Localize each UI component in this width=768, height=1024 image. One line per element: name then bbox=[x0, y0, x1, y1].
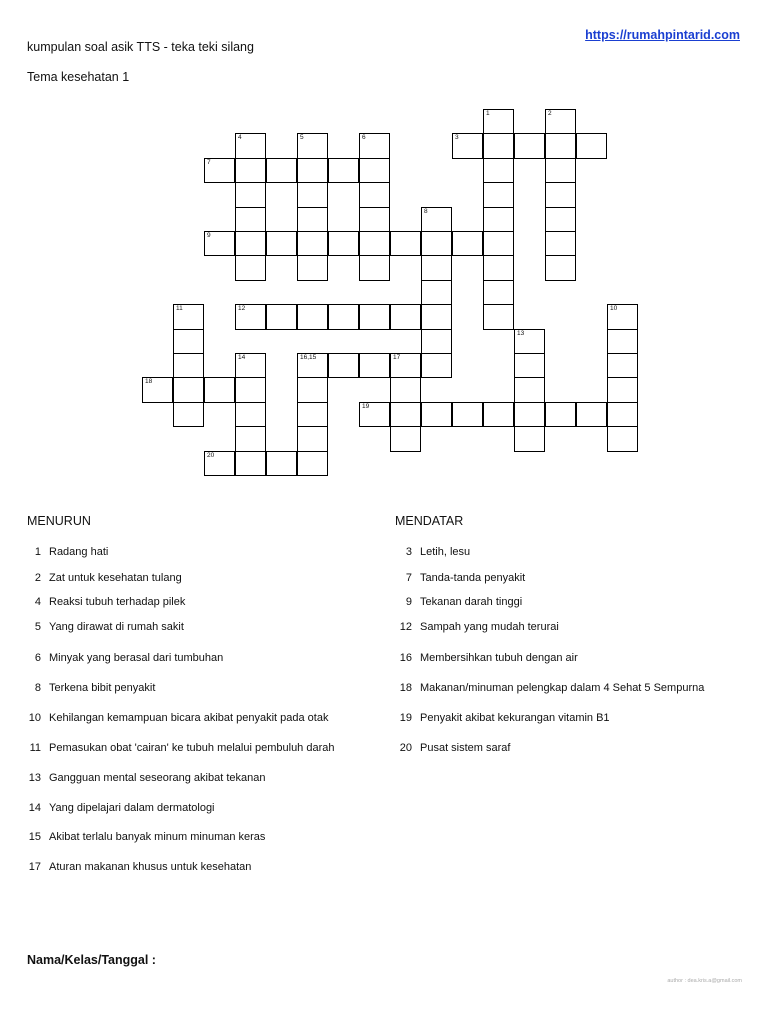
clue-item bbox=[25, 861, 385, 875]
cell-number: 4 bbox=[238, 134, 242, 142]
crossword-cell[interactable] bbox=[235, 426, 266, 451]
crossword-cell[interactable] bbox=[297, 207, 328, 232]
name-class-date-label: Nama/Kelas/Tanggal : bbox=[27, 953, 156, 967]
crossword-cell[interactable] bbox=[297, 426, 328, 451]
clue-text: Aturan makanan khusus untuk kesehatan bbox=[49, 861, 252, 873]
clue-number: 20 bbox=[399, 742, 412, 754]
crossword-cell[interactable] bbox=[421, 304, 452, 329]
crossword-cell[interactable] bbox=[390, 231, 421, 256]
clue-number: 15 bbox=[28, 831, 41, 843]
clue-number: 2 bbox=[34, 572, 41, 584]
clue-text: Zat untuk kesehatan tulang bbox=[49, 572, 182, 584]
crossword-cell[interactable] bbox=[297, 133, 328, 158]
crossword-cell[interactable] bbox=[173, 377, 204, 402]
crossword-cell[interactable] bbox=[235, 353, 266, 378]
website-link[interactable]: https://rumahpintarid.com bbox=[585, 28, 740, 42]
crossword-cell[interactable] bbox=[204, 158, 235, 183]
clue-item bbox=[25, 712, 385, 726]
crossword-cell[interactable] bbox=[359, 231, 390, 256]
clue-number: 9 bbox=[405, 596, 412, 608]
clue-item bbox=[396, 596, 756, 610]
cell-number: 13 bbox=[517, 329, 525, 337]
crossword-cell[interactable] bbox=[607, 426, 638, 451]
crossword-cell[interactable] bbox=[359, 158, 390, 183]
crossword-cell[interactable] bbox=[545, 182, 576, 207]
crossword-cell[interactable] bbox=[297, 353, 328, 378]
crossword-cell[interactable] bbox=[359, 182, 390, 207]
cell-number: 5 bbox=[300, 134, 304, 142]
cell-number: 10 bbox=[610, 305, 618, 313]
clue-number: 11 bbox=[29, 742, 41, 754]
crossword-cell[interactable] bbox=[514, 377, 545, 402]
crossword-cell[interactable] bbox=[297, 182, 328, 207]
cell-number: 3 bbox=[455, 134, 459, 142]
crossword-cell[interactable] bbox=[390, 304, 421, 329]
cell-number: 7 bbox=[207, 158, 211, 166]
crossword-cell[interactable] bbox=[328, 158, 359, 183]
clue-item bbox=[25, 802, 385, 816]
cell-number: 18 bbox=[145, 378, 153, 386]
crossword-cell[interactable] bbox=[607, 402, 638, 427]
crossword-cell[interactable] bbox=[514, 426, 545, 451]
crossword-cell[interactable] bbox=[235, 133, 266, 158]
theme-label: Tema kesehatan 1 bbox=[27, 70, 130, 84]
crossword-cell[interactable] bbox=[607, 329, 638, 354]
crossword-cell[interactable] bbox=[514, 402, 545, 427]
crossword-cell[interactable] bbox=[173, 402, 204, 427]
clue-text: Gangguan mental seseorang akibat tekanan bbox=[49, 772, 266, 784]
crossword-cell[interactable] bbox=[359, 255, 390, 280]
crossword-cell[interactable] bbox=[514, 133, 545, 158]
clue-text: Tekanan darah tinggi bbox=[420, 596, 523, 608]
crossword-cell[interactable] bbox=[297, 231, 328, 256]
crossword-cell[interactable] bbox=[235, 207, 266, 232]
crossword-cell[interactable] bbox=[235, 182, 266, 207]
crossword-cell[interactable] bbox=[297, 255, 328, 280]
clue-item bbox=[25, 742, 385, 756]
crossword-cell[interactable] bbox=[421, 353, 452, 378]
cell-number: 9 bbox=[207, 232, 211, 239]
crossword-cell[interactable] bbox=[483, 280, 514, 305]
clue-text: Membersihkan tubuh dengan air bbox=[420, 652, 578, 664]
clue-number: 1 bbox=[34, 546, 41, 558]
clue-item bbox=[396, 682, 756, 696]
crossword-cell[interactable] bbox=[483, 158, 514, 183]
author-credit: author : dea.kris.a@gmail.com bbox=[667, 978, 742, 984]
crossword-cell[interactable] bbox=[390, 377, 421, 402]
crossword-cell[interactable] bbox=[483, 207, 514, 232]
crossword-cell[interactable] bbox=[359, 353, 390, 378]
cell-number: 20 bbox=[207, 451, 215, 459]
crossword-cell[interactable] bbox=[235, 451, 266, 476]
clue-text: Pemasukan obat 'cairan' ke tubuh melalui pembuluh darah bbox=[49, 742, 335, 754]
cell-number: 11 bbox=[176, 305, 183, 313]
crossword-cell[interactable] bbox=[421, 280, 452, 305]
cell-number: 6 bbox=[362, 134, 366, 142]
clue-item bbox=[396, 652, 756, 666]
crossword-cell[interactable] bbox=[235, 377, 266, 402]
crossword-cell[interactable] bbox=[204, 451, 235, 476]
clue-text: Kehilangan kemampuan bicara akibat penyakit pada otak bbox=[49, 712, 329, 724]
crossword-cell[interactable] bbox=[173, 304, 204, 329]
crossword-cell[interactable] bbox=[545, 109, 576, 134]
clue-item bbox=[25, 621, 385, 635]
crossword-cell[interactable] bbox=[235, 158, 266, 183]
crossword-cell[interactable] bbox=[545, 133, 576, 158]
crossword-cell[interactable] bbox=[235, 402, 266, 427]
clue-number: 16 bbox=[399, 652, 412, 664]
clue-number: 19 bbox=[399, 712, 412, 724]
cell-number: 12 bbox=[238, 305, 246, 313]
crossword-grid bbox=[0, 0, 768, 500]
crossword-cell[interactable] bbox=[421, 402, 452, 427]
crossword-cell[interactable] bbox=[576, 133, 607, 158]
clue-text: Tanda-tanda penyakit bbox=[420, 572, 526, 584]
clue-number: 12 bbox=[399, 621, 412, 633]
clue-text: Penyakit akibat kekurangan vitamin B1 bbox=[420, 712, 610, 724]
clue-text: Yang dirawat di rumah sakit bbox=[49, 621, 184, 633]
crossword-cell[interactable] bbox=[235, 255, 266, 280]
crossword-cell[interactable] bbox=[483, 231, 514, 256]
crossword-cell[interactable] bbox=[297, 451, 328, 476]
crossword-cell[interactable] bbox=[173, 329, 204, 354]
crossword-cell[interactable] bbox=[452, 231, 483, 256]
crossword-cell[interactable] bbox=[390, 402, 421, 427]
crossword-cell[interactable] bbox=[545, 158, 576, 183]
clue-text: Minyak yang berasal dari tumbuhan bbox=[49, 652, 224, 664]
clue-text: Makanan/minuman pelengkap dalam 4 Sehat 5 Sempurna bbox=[420, 682, 705, 694]
crossword-cell[interactable] bbox=[297, 304, 328, 329]
crossword-cell[interactable] bbox=[297, 402, 328, 427]
crossword-cell[interactable] bbox=[576, 402, 607, 427]
clue-number: 13 bbox=[28, 772, 41, 784]
clue-text: Yang dipelajari dalam dermatologi bbox=[49, 802, 215, 814]
crossword-cell[interactable] bbox=[545, 207, 576, 232]
cell-number: 1 bbox=[486, 110, 490, 117]
cell-number: 2 bbox=[548, 110, 552, 117]
cell-number: 16,15 bbox=[300, 354, 317, 361]
crossword-cell[interactable] bbox=[142, 377, 173, 402]
clue-number: 10 bbox=[28, 712, 41, 724]
crossword-cell[interactable] bbox=[483, 182, 514, 207]
crossword-cell[interactable] bbox=[483, 255, 514, 280]
crossword-cell[interactable] bbox=[266, 304, 297, 329]
crossword-cell[interactable] bbox=[545, 402, 576, 427]
crossword-cell[interactable] bbox=[483, 402, 514, 427]
crossword-cell[interactable] bbox=[390, 353, 421, 378]
mendatar-heading: MENDATAR bbox=[395, 514, 464, 528]
clue-item bbox=[396, 742, 756, 756]
clue-number: 7 bbox=[405, 572, 412, 584]
crossword-cell[interactable] bbox=[297, 377, 328, 402]
cell-number: 14 bbox=[238, 354, 246, 361]
crossword-cell[interactable] bbox=[390, 426, 421, 451]
crossword-cell[interactable] bbox=[483, 109, 514, 134]
crossword-cell[interactable] bbox=[607, 304, 638, 329]
crossword-cell[interactable] bbox=[266, 231, 297, 256]
cell-number: 17 bbox=[393, 354, 401, 361]
menurun-heading: MENURUN bbox=[27, 514, 91, 528]
clue-text: Akibat terlalu banyak minum minuman keras bbox=[49, 831, 266, 843]
clue-item bbox=[25, 682, 385, 696]
crossword-cell[interactable] bbox=[266, 451, 297, 476]
crossword-cell[interactable] bbox=[452, 133, 483, 158]
crossword-cell[interactable] bbox=[483, 133, 514, 158]
clue-number: 3 bbox=[405, 546, 412, 558]
clue-text: Letih, lesu bbox=[420, 546, 471, 558]
clue-item bbox=[25, 546, 385, 560]
clue-item bbox=[25, 831, 385, 845]
cell-number: 8 bbox=[424, 207, 428, 215]
crossword-cell[interactable] bbox=[235, 231, 266, 256]
crossword-cell[interactable] bbox=[359, 402, 390, 427]
crossword-cell[interactable] bbox=[359, 207, 390, 232]
crossword-cell[interactable] bbox=[328, 231, 359, 256]
crossword-cell[interactable] bbox=[421, 207, 452, 232]
clue-number: 8 bbox=[34, 682, 41, 694]
crossword-cell[interactable] bbox=[204, 377, 235, 402]
crossword-cell[interactable] bbox=[235, 304, 266, 329]
worksheet-title: kumpulan soal asik TTS - teka teki silang bbox=[27, 40, 254, 54]
clue-item bbox=[25, 652, 385, 666]
crossword-cell[interactable] bbox=[421, 231, 452, 256]
cell-number: 19 bbox=[362, 402, 370, 410]
clue-text: Sampah yang mudah terurai bbox=[420, 621, 559, 633]
clue-text: Pusat sistem saraf bbox=[420, 742, 511, 754]
clue-item bbox=[396, 546, 756, 560]
crossword-cell[interactable] bbox=[328, 304, 359, 329]
crossword-cell[interactable] bbox=[359, 304, 390, 329]
crossword-cell[interactable] bbox=[545, 231, 576, 256]
clue-item bbox=[25, 772, 385, 786]
crossword-cell[interactable] bbox=[514, 353, 545, 378]
clue-item bbox=[396, 572, 756, 586]
clue-number: 5 bbox=[34, 621, 41, 633]
crossword-cell[interactable] bbox=[545, 255, 576, 280]
clue-number: 18 bbox=[399, 682, 412, 694]
clue-text: Radang hati bbox=[49, 546, 109, 558]
clue-number: 4 bbox=[34, 596, 41, 608]
crossword-cell[interactable] bbox=[421, 329, 452, 354]
clue-text: Reaksi tubuh terhadap pilek bbox=[49, 596, 186, 608]
clue-number: 17 bbox=[28, 861, 41, 873]
clue-item bbox=[396, 621, 756, 635]
crossword-cell[interactable] bbox=[607, 353, 638, 378]
crossword-cell[interactable] bbox=[607, 377, 638, 402]
crossword-cell[interactable] bbox=[328, 353, 359, 378]
crossword-cell[interactable] bbox=[359, 133, 390, 158]
clue-item bbox=[25, 572, 385, 586]
crossword-cell[interactable] bbox=[173, 353, 204, 378]
crossword-cell[interactable] bbox=[514, 329, 545, 354]
crossword-cell[interactable] bbox=[297, 158, 328, 183]
crossword-cell[interactable] bbox=[452, 402, 483, 427]
clue-item bbox=[25, 596, 385, 610]
clue-item bbox=[396, 712, 756, 726]
crossword-cell[interactable] bbox=[421, 255, 452, 280]
crossword-cell[interactable] bbox=[266, 158, 297, 183]
crossword-cell[interactable] bbox=[483, 304, 514, 329]
crossword-cell[interactable] bbox=[204, 231, 235, 256]
clue-text: Terkena bibit penyakit bbox=[49, 682, 156, 694]
clue-number: 14 bbox=[28, 802, 41, 814]
clue-number: 6 bbox=[34, 652, 41, 664]
